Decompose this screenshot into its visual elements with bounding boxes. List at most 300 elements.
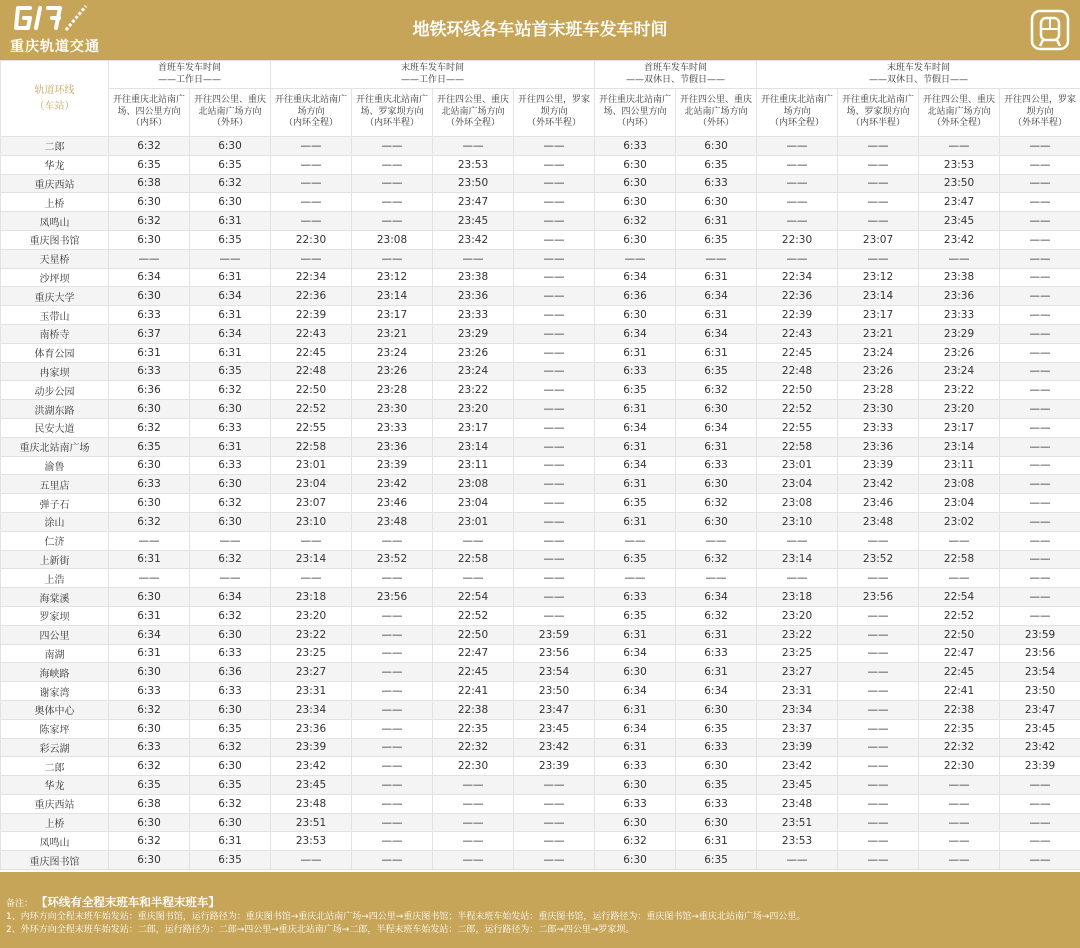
time-cell: —— xyxy=(514,550,595,569)
time-cell: —— xyxy=(514,400,595,419)
time-cell: 23:36 xyxy=(352,437,433,456)
time-cell: 23:39 xyxy=(271,738,352,757)
time-cell: —— xyxy=(757,137,838,156)
time-cell: 23:34 xyxy=(271,700,352,719)
time-cell: 23:36 xyxy=(838,437,919,456)
time-cell: 22:52 xyxy=(757,400,838,419)
time-cell: 6:32 xyxy=(676,494,757,513)
time-cell: 6:31 xyxy=(676,625,757,644)
time-cell: —— xyxy=(838,757,919,776)
station-name: 罗家坝 xyxy=(1,606,109,625)
time-cell: 6:32 xyxy=(190,381,271,400)
time-cell: 22:52 xyxy=(271,400,352,419)
time-cell: —— xyxy=(271,137,352,156)
time-cell: 6:31 xyxy=(190,343,271,362)
time-cell: 6:31 xyxy=(109,550,190,569)
time-cell: 6:32 xyxy=(109,212,190,231)
time-cell: 23:33 xyxy=(352,418,433,437)
table-row xyxy=(1,475,1080,494)
notes-line-2: 2、外环方向全程末班车始发站：二郎，运行路径为：二郎→四公里→重庆北站南广场→二郎，半程末班车始发站：二郎，运行路径为：二郎→四公里→罗家坝。 xyxy=(6,925,635,935)
time-cell: 6:34 xyxy=(595,324,676,343)
time-cell: 6:30 xyxy=(190,625,271,644)
time-cell: —— xyxy=(352,155,433,174)
time-cell: —— xyxy=(676,531,757,550)
table-row xyxy=(1,456,1080,475)
time-cell: 23:17 xyxy=(919,418,1000,437)
time-cell: 6:35 xyxy=(109,776,190,795)
time-cell: 6:30 xyxy=(109,193,190,212)
station-name: 二郎 xyxy=(1,757,109,776)
station-name: 上桥 xyxy=(1,813,109,832)
time-cell: —— xyxy=(352,193,433,212)
station-name: 沙坪坝 xyxy=(1,268,109,287)
time-cell: 22:47 xyxy=(919,644,1000,663)
time-cell: 6:35 xyxy=(190,155,271,174)
time-cell: 6:34 xyxy=(676,287,757,306)
time-cell: 23:50 xyxy=(514,682,595,701)
time-cell: —— xyxy=(109,569,190,588)
time-cell: 6:35 xyxy=(676,851,757,870)
group-header-2: 末班车发车时间 ——工作日—— xyxy=(271,61,595,89)
column-header-5: 开往四公里、重庆北站南广场方向 （外环全程） xyxy=(433,89,514,137)
table-row xyxy=(1,832,1080,851)
time-cell: —— xyxy=(1000,381,1080,400)
time-cell: —— xyxy=(352,832,433,851)
time-cell: 6:33 xyxy=(109,362,190,381)
time-cell: 6:35 xyxy=(190,719,271,738)
time-cell: 23:51 xyxy=(271,813,352,832)
time-cell: 6:33 xyxy=(595,794,676,813)
time-cell: 22:48 xyxy=(271,362,352,381)
time-cell: —— xyxy=(433,813,514,832)
time-cell: —— xyxy=(919,137,1000,156)
time-cell: 6:30 xyxy=(676,400,757,419)
time-cell: 23:08 xyxy=(919,475,1000,494)
time-cell: 22:30 xyxy=(757,230,838,249)
time-cell: 6:32 xyxy=(109,137,190,156)
time-cell: —— xyxy=(1000,569,1080,588)
station-name: 天星桥 xyxy=(1,249,109,268)
time-cell: —— xyxy=(514,362,595,381)
time-cell: 6:31 xyxy=(595,343,676,362)
time-cell: 23:47 xyxy=(514,700,595,719)
time-cell: 6:34 xyxy=(109,625,190,644)
time-cell: —— xyxy=(514,494,595,513)
time-cell: 6:32 xyxy=(190,494,271,513)
time-cell: —— xyxy=(838,738,919,757)
time-cell: 6:31 xyxy=(190,268,271,287)
timetable-body xyxy=(1,137,1080,870)
time-cell: —— xyxy=(1000,174,1080,193)
time-cell: 23:48 xyxy=(757,794,838,813)
time-cell: 23:10 xyxy=(271,512,352,531)
station-name: 谢家湾 xyxy=(1,682,109,701)
time-cell: 6:30 xyxy=(676,475,757,494)
time-cell: 6:30 xyxy=(190,137,271,156)
time-cell: 22:45 xyxy=(757,343,838,362)
station-name: 仁济 xyxy=(1,531,109,550)
time-cell: 22:58 xyxy=(271,437,352,456)
station-name: 重庆北站南广场 xyxy=(1,437,109,456)
time-cell: 23:53 xyxy=(919,155,1000,174)
time-cell: —— xyxy=(1000,306,1080,325)
time-cell: 6:32 xyxy=(595,212,676,231)
time-cell: 6:33 xyxy=(190,456,271,475)
time-cell: 6:30 xyxy=(190,813,271,832)
time-cell: —— xyxy=(271,851,352,870)
table-row xyxy=(1,663,1080,682)
time-cell: 22:43 xyxy=(271,324,352,343)
time-cell: 23:20 xyxy=(433,400,514,419)
time-cell: 23:04 xyxy=(271,475,352,494)
station-name: 凤鸣山 xyxy=(1,832,109,851)
notes-title: 【环线有全程末班车和半程末班车】 xyxy=(35,895,220,909)
time-cell: —— xyxy=(838,851,919,870)
time-cell: 22:39 xyxy=(757,306,838,325)
time-cell: —— xyxy=(514,230,595,249)
time-cell: —— xyxy=(352,606,433,625)
time-cell: 6:30 xyxy=(595,813,676,832)
time-cell: —— xyxy=(271,155,352,174)
time-cell: 6:32 xyxy=(676,550,757,569)
station-name: 南桥寺 xyxy=(1,324,109,343)
time-cell: —— xyxy=(838,663,919,682)
time-cell: 22:32 xyxy=(433,738,514,757)
time-cell: 22:55 xyxy=(271,418,352,437)
time-cell: 6:31 xyxy=(109,644,190,663)
time-cell: 22:36 xyxy=(757,287,838,306)
time-cell: 23:26 xyxy=(838,362,919,381)
time-cell: —— xyxy=(1000,794,1080,813)
time-cell: 6:31 xyxy=(676,832,757,851)
time-cell: 23:14 xyxy=(919,437,1000,456)
time-cell: —— xyxy=(838,249,919,268)
time-cell: —— xyxy=(271,531,352,550)
time-cell: 6:38 xyxy=(109,794,190,813)
time-cell: —— xyxy=(514,606,595,625)
time-cell: 6:30 xyxy=(676,813,757,832)
time-cell: 23:01 xyxy=(757,456,838,475)
station-name: 冉家坝 xyxy=(1,362,109,381)
time-cell: —— xyxy=(1000,249,1080,268)
table-row xyxy=(1,343,1080,362)
time-cell: 6:30 xyxy=(676,700,757,719)
time-cell: 22:54 xyxy=(919,588,1000,607)
time-cell: —— xyxy=(514,531,595,550)
time-cell: 23:11 xyxy=(919,456,1000,475)
time-cell: —— xyxy=(1000,813,1080,832)
time-cell: 6:33 xyxy=(109,306,190,325)
time-cell: 6:35 xyxy=(190,851,271,870)
time-cell: —— xyxy=(514,193,595,212)
time-cell: 6:35 xyxy=(676,155,757,174)
time-cell: —— xyxy=(352,776,433,795)
time-cell: —— xyxy=(514,212,595,231)
time-cell: 6:31 xyxy=(676,212,757,231)
time-cell: 6:32 xyxy=(109,832,190,851)
column-header-8: 开往四公里、重庆北站南广场方向 （外环） xyxy=(676,89,757,137)
station-name: 南湖 xyxy=(1,644,109,663)
table-row xyxy=(1,512,1080,531)
time-cell: 23:17 xyxy=(838,306,919,325)
time-cell: —— xyxy=(595,531,676,550)
time-cell: —— xyxy=(514,456,595,475)
time-cell: 23:39 xyxy=(352,456,433,475)
time-cell: —— xyxy=(1000,137,1080,156)
time-cell: 6:33 xyxy=(595,362,676,381)
time-cell: 23:29 xyxy=(433,324,514,343)
station-name: 重庆图书馆 xyxy=(1,230,109,249)
time-cell: —— xyxy=(352,644,433,663)
time-cell: —— xyxy=(919,776,1000,795)
time-cell: 6:32 xyxy=(676,606,757,625)
column-header-3: 开往重庆北站南广场方向 （内环全程） xyxy=(271,89,352,137)
time-cell: —— xyxy=(838,137,919,156)
time-cell: 23:14 xyxy=(352,287,433,306)
time-cell: 23:52 xyxy=(352,550,433,569)
time-cell: 22:50 xyxy=(433,625,514,644)
time-cell: 6:35 xyxy=(109,437,190,456)
time-cell: —— xyxy=(514,832,595,851)
station-name: 华龙 xyxy=(1,776,109,795)
station-name: 五里店 xyxy=(1,475,109,494)
time-cell: —— xyxy=(1000,475,1080,494)
time-cell: 6:30 xyxy=(595,306,676,325)
time-cell: —— xyxy=(1000,588,1080,607)
time-cell: 22:58 xyxy=(757,437,838,456)
time-cell: 6:38 xyxy=(109,174,190,193)
time-cell: —— xyxy=(838,174,919,193)
time-cell: 6:31 xyxy=(109,343,190,362)
time-cell: —— xyxy=(757,212,838,231)
time-cell: —— xyxy=(595,569,676,588)
time-cell: 23:42 xyxy=(757,757,838,776)
time-cell: 6:32 xyxy=(676,381,757,400)
time-cell: 6:33 xyxy=(676,794,757,813)
table-row xyxy=(1,794,1080,813)
time-cell: 6:30 xyxy=(109,456,190,475)
table-row xyxy=(1,437,1080,456)
time-cell: 23:59 xyxy=(1000,625,1080,644)
station-name: 海棠溪 xyxy=(1,588,109,607)
time-cell: 23:38 xyxy=(433,268,514,287)
time-cell: 22:38 xyxy=(919,700,1000,719)
time-cell: —— xyxy=(1000,550,1080,569)
time-cell: 6:30 xyxy=(595,155,676,174)
time-cell: 6:30 xyxy=(190,475,271,494)
time-cell: 23:11 xyxy=(433,456,514,475)
time-cell: 23:20 xyxy=(757,606,838,625)
table-row xyxy=(1,588,1080,607)
time-cell: —— xyxy=(838,531,919,550)
table-row xyxy=(1,531,1080,550)
time-cell: 23:34 xyxy=(757,700,838,719)
time-cell: 23:45 xyxy=(919,212,1000,231)
station-name: 动步公园 xyxy=(1,381,109,400)
time-cell: 23:01 xyxy=(271,456,352,475)
time-cell: 6:32 xyxy=(109,757,190,776)
time-cell: —— xyxy=(757,155,838,174)
time-cell: —— xyxy=(352,174,433,193)
time-cell: —— xyxy=(1000,343,1080,362)
table-row xyxy=(1,155,1080,174)
time-cell: —— xyxy=(514,437,595,456)
table-row xyxy=(1,137,1080,156)
time-cell: 6:34 xyxy=(676,418,757,437)
station-name: 奥体中心 xyxy=(1,700,109,719)
time-cell: 23:50 xyxy=(1000,682,1080,701)
time-cell: —— xyxy=(676,249,757,268)
time-cell: 23:51 xyxy=(757,813,838,832)
time-cell: 6:33 xyxy=(676,644,757,663)
time-cell: 6:31 xyxy=(190,437,271,456)
time-cell: 6:32 xyxy=(190,606,271,625)
time-cell: 6:31 xyxy=(676,663,757,682)
time-cell: 6:30 xyxy=(109,494,190,513)
time-cell: —— xyxy=(352,625,433,644)
time-cell: 22:45 xyxy=(433,663,514,682)
time-cell: 23:46 xyxy=(838,494,919,513)
time-cell: —— xyxy=(919,813,1000,832)
time-cell: 23:54 xyxy=(1000,663,1080,682)
page-header xyxy=(0,0,1080,60)
time-cell: 6:35 xyxy=(676,230,757,249)
time-cell: —— xyxy=(1000,362,1080,381)
time-cell: 23:26 xyxy=(919,343,1000,362)
time-cell: 6:30 xyxy=(109,663,190,682)
time-cell: —— xyxy=(352,531,433,550)
time-cell: 6:30 xyxy=(595,193,676,212)
time-cell: 23:22 xyxy=(271,625,352,644)
time-cell: 23:30 xyxy=(838,400,919,419)
time-cell: —— xyxy=(757,851,838,870)
timetable xyxy=(0,60,1080,872)
time-cell: —— xyxy=(433,851,514,870)
table-row xyxy=(1,324,1080,343)
time-cell: —— xyxy=(838,794,919,813)
time-cell: 23:14 xyxy=(433,437,514,456)
table-row xyxy=(1,418,1080,437)
time-cell: 23:18 xyxy=(271,588,352,607)
time-cell: 23:31 xyxy=(757,682,838,701)
time-cell: —— xyxy=(514,268,595,287)
table-row xyxy=(1,606,1080,625)
time-cell: 22:54 xyxy=(433,588,514,607)
time-cell: —— xyxy=(838,569,919,588)
time-cell: 23:04 xyxy=(919,494,1000,513)
time-cell: —— xyxy=(1000,418,1080,437)
time-cell: —— xyxy=(433,569,514,588)
station-name: 弹子石 xyxy=(1,494,109,513)
time-cell: —— xyxy=(919,832,1000,851)
time-cell: 23:07 xyxy=(838,230,919,249)
table-row xyxy=(1,813,1080,832)
time-cell: 23:12 xyxy=(838,268,919,287)
time-cell: 23:45 xyxy=(1000,719,1080,738)
table-row xyxy=(1,625,1080,644)
time-cell: 6:31 xyxy=(676,268,757,287)
time-cell: 6:31 xyxy=(190,306,271,325)
time-cell: 6:35 xyxy=(109,155,190,174)
time-cell: 6:33 xyxy=(190,682,271,701)
time-cell: 23:24 xyxy=(433,362,514,381)
station-name: 重庆大学 xyxy=(1,287,109,306)
time-cell: 22:32 xyxy=(919,738,1000,757)
table-row xyxy=(1,738,1080,757)
column-header-6: 开往四公里，罗家坝方向 （外环半程） xyxy=(514,89,595,137)
time-cell: 6:34 xyxy=(595,644,676,663)
time-cell: 23:39 xyxy=(757,738,838,757)
time-cell: 6:35 xyxy=(595,606,676,625)
column-header-10: 开往重庆北站南广场、罗家坝方向 （内环半程） xyxy=(838,89,919,137)
time-cell: —— xyxy=(352,757,433,776)
time-cell: 23:21 xyxy=(352,324,433,343)
time-cell: 6:30 xyxy=(109,400,190,419)
time-cell: 23:45 xyxy=(271,776,352,795)
time-cell: —— xyxy=(838,832,919,851)
time-cell: —— xyxy=(271,249,352,268)
time-cell: 6:32 xyxy=(190,550,271,569)
time-cell: 6:32 xyxy=(190,794,271,813)
time-cell: 6:31 xyxy=(595,700,676,719)
station-name: 凤鸣山 xyxy=(1,212,109,231)
time-cell: 6:30 xyxy=(595,663,676,682)
time-cell: —— xyxy=(190,249,271,268)
time-cell: 6:30 xyxy=(190,512,271,531)
time-cell: 23:26 xyxy=(352,362,433,381)
time-cell: —— xyxy=(757,193,838,212)
time-cell: —— xyxy=(352,137,433,156)
time-cell: 6:36 xyxy=(109,381,190,400)
time-cell: —— xyxy=(1000,155,1080,174)
time-cell: 6:34 xyxy=(109,268,190,287)
time-cell: —— xyxy=(1000,832,1080,851)
time-cell: 22:43 xyxy=(757,324,838,343)
station-name: 陈家坪 xyxy=(1,719,109,738)
time-cell: —— xyxy=(919,249,1000,268)
time-cell: 23:22 xyxy=(919,381,1000,400)
group-header-4: 末班车发车时间 ——双休日、节假日—— xyxy=(757,61,1080,89)
time-cell: 6:31 xyxy=(595,625,676,644)
time-cell: 23:22 xyxy=(757,625,838,644)
table-row xyxy=(1,400,1080,419)
time-cell: 6:30 xyxy=(676,757,757,776)
time-cell: 6:34 xyxy=(595,268,676,287)
time-cell: 23:17 xyxy=(433,418,514,437)
time-cell: 22:50 xyxy=(271,381,352,400)
time-cell: 23:56 xyxy=(838,588,919,607)
table-row xyxy=(1,212,1080,231)
time-cell: 22:45 xyxy=(271,343,352,362)
time-cell: —— xyxy=(838,625,919,644)
time-cell: 23:39 xyxy=(514,757,595,776)
time-cell: 23:48 xyxy=(352,512,433,531)
station-name: 四公里 xyxy=(1,625,109,644)
time-cell: 6:32 xyxy=(109,418,190,437)
time-cell: 23:04 xyxy=(433,494,514,513)
time-cell: —— xyxy=(514,137,595,156)
time-cell: 23:52 xyxy=(838,550,919,569)
time-cell: 6:31 xyxy=(676,437,757,456)
time-cell: 6:35 xyxy=(595,381,676,400)
time-cell: —— xyxy=(433,531,514,550)
time-cell: 23:25 xyxy=(757,644,838,663)
time-cell: 22:45 xyxy=(919,663,1000,682)
time-cell: 6:30 xyxy=(595,230,676,249)
table-row xyxy=(1,494,1080,513)
time-cell: 23:29 xyxy=(919,324,1000,343)
time-cell: 22:58 xyxy=(919,550,1000,569)
